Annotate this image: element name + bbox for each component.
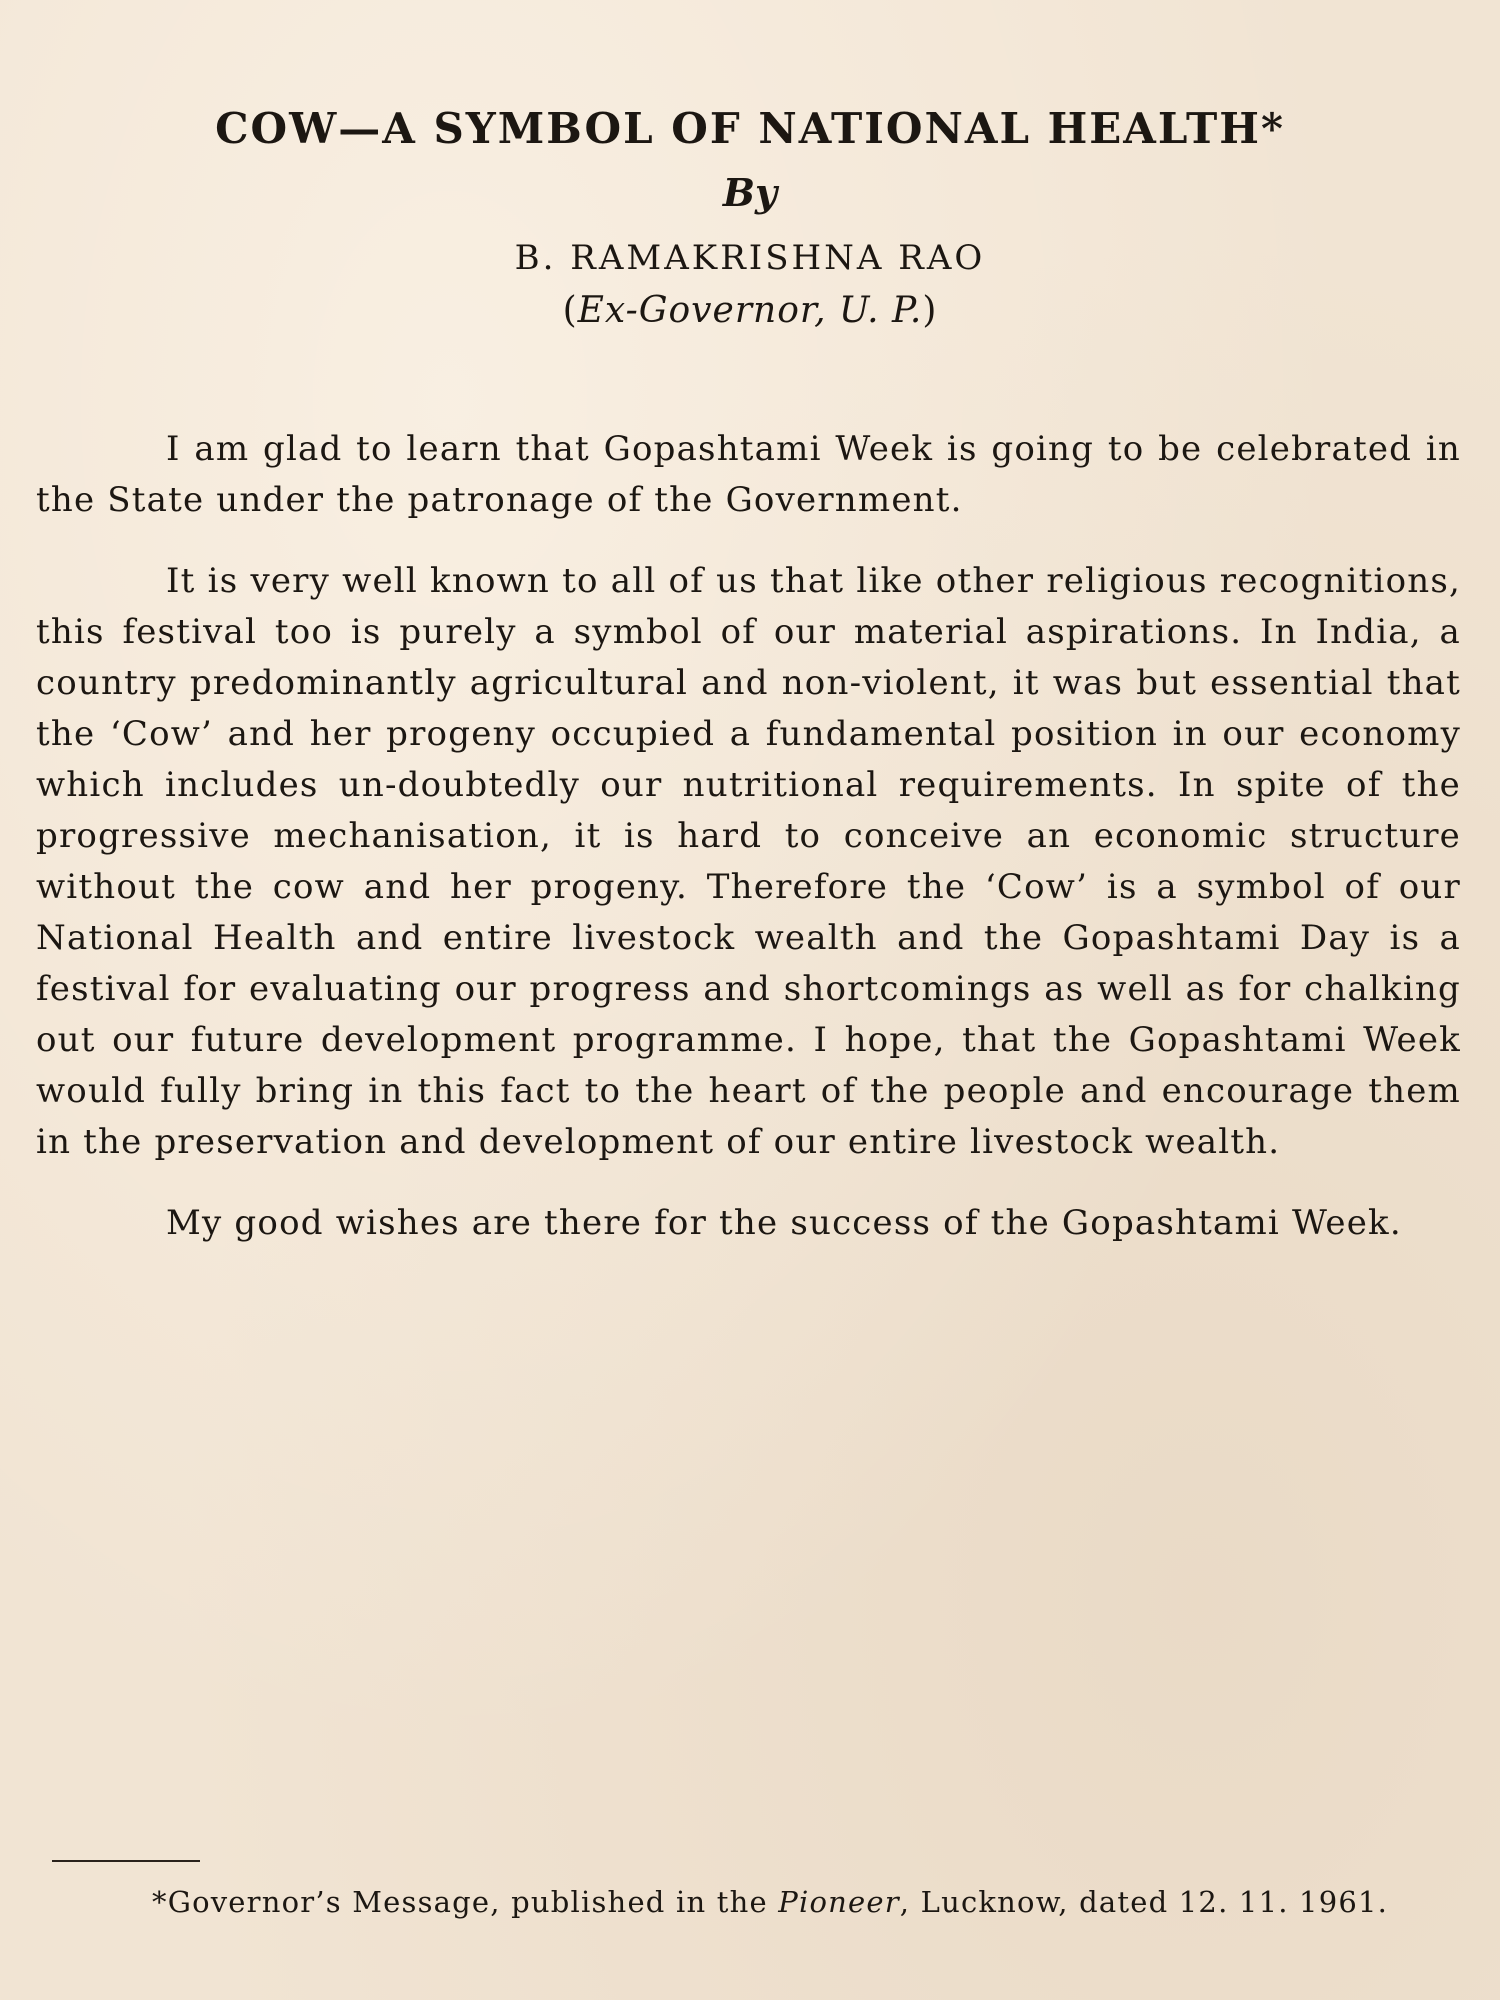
author-role — [0, 290, 1500, 331]
author-role-open: ( — [562, 290, 578, 331]
author-role-title: Ex-Governor, U. P. — [577, 290, 923, 331]
footnote-divider — [52, 1860, 200, 1862]
paragraph-3: My good wishes are there for the success of the Gopashtami Week. — [166, 1203, 1402, 1243]
footnote-prefix: *Governor’s Message, published in the — [152, 1885, 779, 1919]
footnote — [52, 1878, 1452, 1926]
article-title: COW—A SYMBOL OF NATIONAL HEALTH* — [215, 104, 1285, 153]
byline-label: By — [722, 170, 778, 215]
paragraph-2: It is very well known to all of us that like other religious recognitions, this festival too is purely a symbol of our material aspirations. In India, a country predominantly agricultural and non-violent, it was but essential that the ‘Cow’ and her progeny occupied a fundamental position in our economy which includes un-doubtedly our nutritional requirements. In spite of the progressive mechanisation, it is hard to conceive an economic structure without the cow and her progeny. Therefore the ‘Cow’ is a symbol of our National Health and entire livestock wealth and the Gopashtami Day is a festival for evaluating our progress and shortcomings as well as for chalking out our future development programme. I hope, that the Gopashtami Week would fully bring in this fact to the heart of the people and encourage them in the preservation and development of our entire livestock wealth. — [36, 561, 1461, 1162]
author-role-close: ) — [922, 290, 938, 331]
article-body — [36, 424, 1461, 1279]
author-name: B. RAMAKRISHNA RAO — [514, 238, 986, 278]
footnote-suffix: , Lucknow, dated 12. 11. 1961. — [899, 1885, 1389, 1919]
footnote-newspaper: Pioneer — [778, 1885, 900, 1919]
paragraph-1: I am glad to learn that Gopashtami Week is going to be celebrated in the State under the patronage of the Government. — [36, 429, 1461, 520]
